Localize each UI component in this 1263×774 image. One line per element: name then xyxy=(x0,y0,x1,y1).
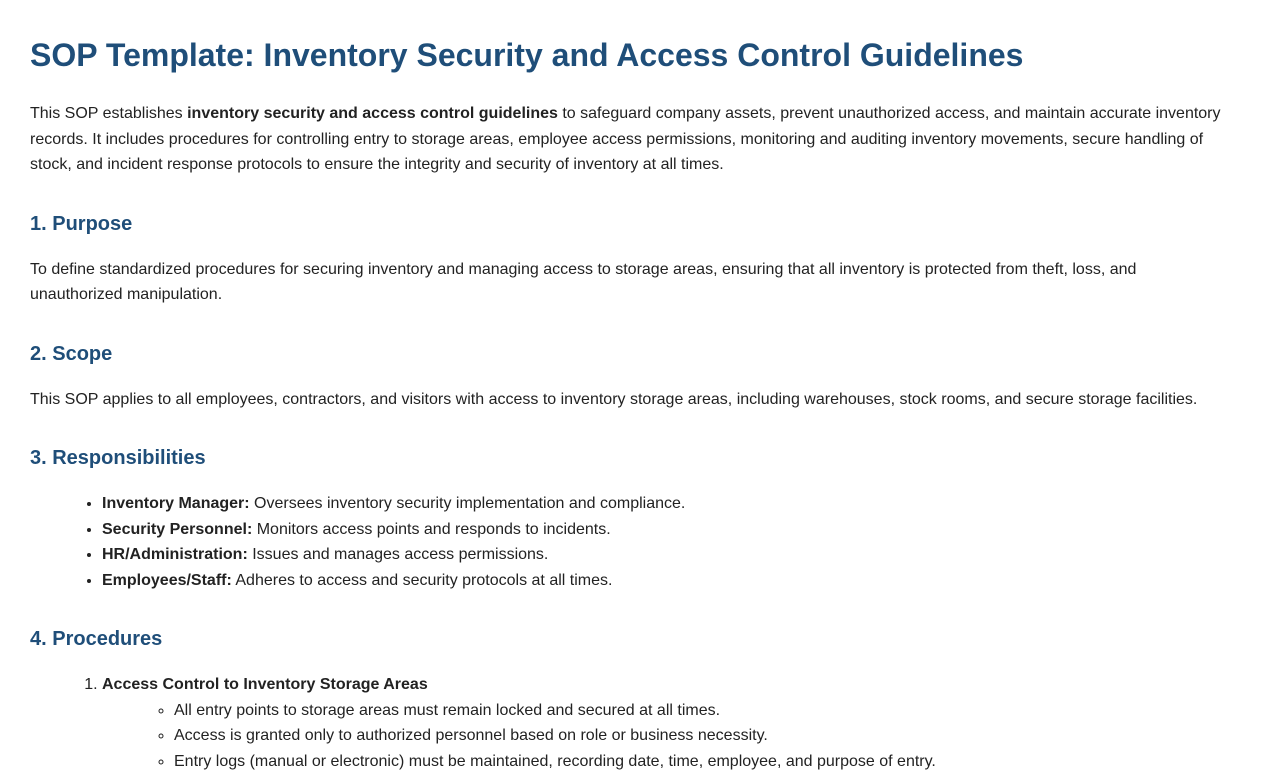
list-item: ◦ Access is granted only to authorized personnel based on role or business necessity. xyxy=(174,723,1233,749)
role-description: Monitors access points and responds to incidents. xyxy=(252,521,610,538)
role-description: Adheres to access and security protocols at all times. xyxy=(232,572,613,589)
responsibilities-heading: 3. Responsibilities xyxy=(30,445,1233,471)
scope-heading: 2. Scope xyxy=(30,341,1233,367)
page-title: SOP Template: Inventory Security and Access Control Guidelines xyxy=(30,0,1233,75)
list-item: ◦ All entry points to storage areas must remain locked and secured at all times. xyxy=(174,698,1233,724)
responsibilities-list xyxy=(30,491,1233,593)
intro-bold-text: inventory security and access control guidelines xyxy=(187,105,558,122)
procedure-title: Access Control to Inventory Storage Areas xyxy=(102,676,428,693)
list-item xyxy=(102,491,1233,517)
role-label: Security Personnel: xyxy=(102,521,252,538)
role-label: Inventory Manager: xyxy=(102,495,250,512)
role-label: Employees/Staff: xyxy=(102,572,232,589)
intro-text-after: to safeguard company assets, prevent unauthorized access, and maintain accurate inventory records. It includes procedures for controlling entry to storage areas, employee access permissions, monitoring and auditing inventory movements, secure handling of stock, and incident response protocols to ensure the integrity and security of inventory at all times. xyxy=(30,105,1221,173)
role-label: HR/Administration: xyxy=(102,546,248,563)
scope-text: This SOP applies to all employees, contractors, and visitors with access to inventory storage areas, including warehouses, stock rooms, and secure storage facilities. xyxy=(30,387,1233,413)
list-item xyxy=(102,517,1233,543)
role-description: Issues and manages access permissions. xyxy=(248,546,549,563)
list-item xyxy=(102,542,1233,568)
role-description: Oversees inventory security implementation and compliance. xyxy=(250,495,686,512)
intro-text-before: This SOP establishes xyxy=(30,105,187,122)
list-item xyxy=(102,568,1233,594)
list-item: ◦ Entry logs (manual or electronic) must be maintained, recording date, time, employee, and purpose of entry. xyxy=(174,749,1233,774)
purpose-heading: 1. Purpose xyxy=(30,211,1233,237)
purpose-text: To define standardized procedures for securing inventory and managing access to storage areas, ensuring that all inventory is protected from theft, loss, and unauthorized manipulation. xyxy=(30,257,1233,308)
procedures-list xyxy=(30,672,1233,774)
procedures-heading: 4. Procedures xyxy=(30,626,1233,652)
intro-paragraph xyxy=(30,101,1233,178)
procedure-item xyxy=(102,672,1233,774)
procedure-points xyxy=(102,698,1233,774)
